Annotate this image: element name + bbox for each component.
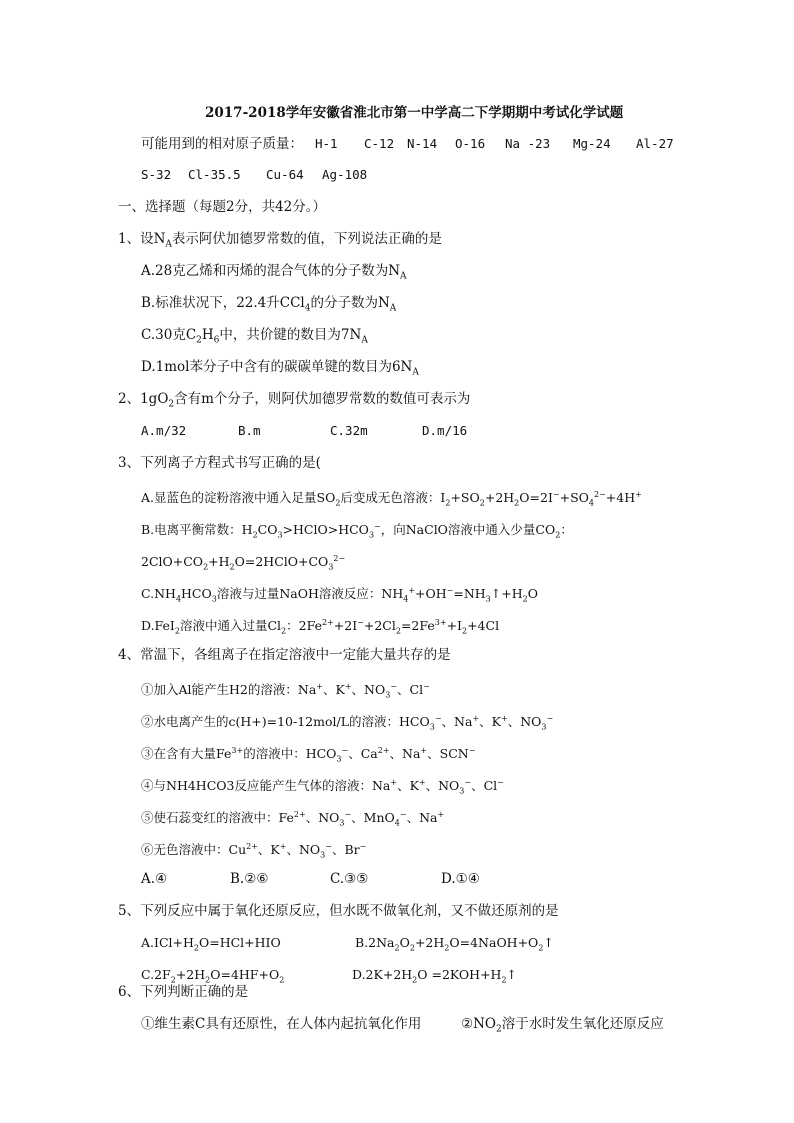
atomic-mass-cl: Cl-35.5 (188, 167, 241, 182)
atomic-mass-cu: Cu-64 (266, 167, 304, 182)
question-2-option-c: C.32m (330, 423, 368, 438)
question-5-option-c: $C.2F_2+2H_2O=4HF+O_2$ (141, 967, 285, 985)
question-4-item-3: ③在含有大量$Fe^{3+}$的溶液中：$HCO_3^-$、$Ca^{2+}$、Na+、SCN− (141, 746, 476, 764)
question-2-option-d: D.m/16 (422, 423, 468, 438)
question-2-option-a: A.m/32 (141, 423, 187, 438)
question-4-option-b: B.②⑥ (230, 871, 269, 887)
atomic-mass-o: O-16 (455, 136, 486, 151)
question-3-option-d: D.FeI$_2$溶液中通入过量$Cl_2$：$2Fe^{2+}+2I^-+2Cl_2=2Fe^{3+}+I_2+4Cl$ (141, 618, 500, 636)
question-6-item-2: $②NO_2$溶于水时发生氧化还原反应 (461, 1016, 664, 1035)
question-6-stem: 6、下列判断正确的是 (118, 984, 249, 1000)
atomic-mass-label: 可能用到的相对原子质量： (141, 136, 303, 152)
question-4-stem: 4、常温下，各组离子在指定溶液中一定能大量共存的是 (118, 647, 451, 663)
section-heading: 一、选择题（每题2分，共42分。） (118, 199, 327, 215)
question-1-stem: 1、设$N_A$表示阿伏加德罗常数的值，下列说法正确的是 (118, 231, 442, 250)
question-4-item-5: ⑤使石蕊变红的溶液中：$Fe^{2+}$、$NO_3^-$、MnO$_4$−、Na+ (141, 810, 445, 828)
question-2-stem: 2、$1gO_2$含有m个分子，则阿伏加德罗常数的数值可表示为 (118, 391, 471, 410)
question-3-option-a: A.显蓝色的淀粉溶液中通入足量$SO_2$后变成无色溶液：$I_2+SO_2+2H_2O=2I^-+SO_4^{2-}+4H^+$ (141, 490, 642, 508)
atomic-mass-al: Al-27 (636, 136, 674, 151)
atomic-mass-n: N-14 (407, 136, 438, 151)
page-title: 2017-2018学年安徽省淮北市第一中学高二下学期期中考试化学试题 (205, 105, 624, 121)
question-3-option-b: B.电离平衡常数：$H_2CO_3>HClO>HCO_3^-$，向NaClO溶液中通入少量$CO_2$： (141, 522, 573, 540)
question-3-stem: 3、下列离子方程式书写正确的是( (118, 455, 321, 471)
atomic-mass-s: S-32 (141, 167, 172, 182)
atomic-mass-c: C-12 (364, 136, 395, 151)
question-1-option-b: B.标准状况下，22.4升CCl$_4$的分子数为$N_A$ (141, 295, 397, 314)
question-6-item-1: ①维生素C具有还原性，在人体内起抗氧化作用 (141, 1016, 422, 1032)
question-4-option-a: A.④ (141, 871, 168, 887)
question-4-item-1: ①加入Al能产生H2的溶液：Na+、K+、$NO_3^-$、Cl− (141, 682, 430, 700)
question-3-option-c: $C.NH_4HCO_3$溶液与过量NaOH溶液反应：$NH_4^++OH^-=NH_3↑+H_2O$ (141, 586, 538, 604)
question-4-option-d: D.①④ (441, 871, 480, 887)
atomic-mass-ag: Ag-108 (322, 167, 368, 182)
atomic-mass-na: Na -23 (505, 136, 551, 151)
question-1-option-d: D.1mol苯分子中含有的碳碳单键的数目为$6N_A$ (141, 359, 419, 378)
question-5-stem: 5、下列反应中属于氧化还原反应，但水既不做氧化剂，又不做还原剂的是 (118, 903, 559, 919)
question-2-option-b: B.m (238, 423, 261, 438)
atomic-mass-mg: Mg-24 (573, 136, 611, 151)
question-5-option-a: $A.ICl+H_2O=HCl+HIO$ (141, 935, 281, 953)
atomic-mass-h: H-1 (315, 136, 338, 151)
question-4-item-6: ⑥无色溶液中：$Cu^{2+}$、K+、$NO_3^-$、Br− (141, 842, 367, 860)
question-4-item-4: ④与NH4HCO3反应能产生气体的溶液：Na+、K+、$NO_3^-$、Cl− (141, 778, 504, 796)
question-5-option-b: $B.2Na_2O_2+2H_2O=4NaOH+O_2↑$ (355, 935, 554, 953)
question-3-option-b-equation: $2ClO+CO_2+H_2O=2HClO+CO_3^{2-}$ (141, 554, 346, 572)
question-4-item-2: ②水电离产生的c(H+)=10-12mol/L的溶液：$HCO_3^-$、Na+、K+、$NO_3^-$ (141, 714, 554, 732)
question-1-option-a: A.28克乙烯和丙烯的混合气体的分子数为$N_A$ (141, 263, 407, 282)
question-4-option-c: C.③⑤ (330, 871, 369, 887)
question-1-option-c: C.30克$C_2H_6$中，共价键的数目为$7N_A$ (141, 327, 368, 346)
question-5-option-d: $D.2K+2H_2O$ $=2KOH+H_2↑$ (352, 967, 518, 985)
